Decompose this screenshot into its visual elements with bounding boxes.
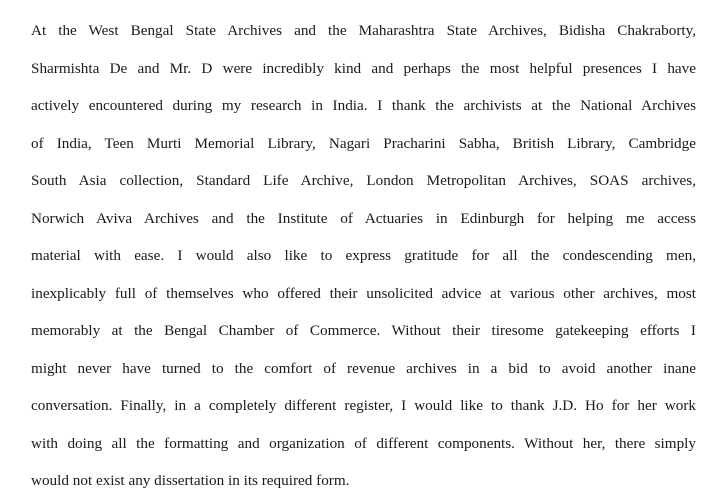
paragraph-line: South Asia collection, Standard Life Archive, London Metropolitan Archives, SOAS archives, bbox=[31, 172, 696, 189]
paragraph-line: memorably at the Bengal Chamber of Commerce. Without their tiresome gatekeeping efforts I bbox=[31, 322, 696, 339]
paragraph-line: Norwich Aviva Archives and the Institute of Actuaries in Edinburgh for helping me access bbox=[31, 210, 696, 227]
paragraph-line: conversation. Finally, in a completely different register, I would like to thank J.D. Ho for her work bbox=[31, 397, 696, 414]
paragraph-line: Sharmishta De and Mr. D were incredibly kind and perhaps the most helpful presences I have bbox=[31, 60, 696, 77]
paragraph-line: with doing all the formatting and organization of different components. Without her, there simply bbox=[31, 435, 696, 452]
paragraph-line: actively encountered during my research in India. I thank the archivists at the National Archives bbox=[31, 97, 696, 114]
paragraph-line: material with ease. I would also like to express gratitude for all the condescending men, bbox=[31, 247, 696, 264]
paragraph-line-last: would not exist any dissertation in its required form. bbox=[31, 472, 350, 489]
paragraph-line: inexplicably full of themselves who offered their unsolicited advice at various other archives, most bbox=[31, 285, 696, 302]
paragraph-line: At the West Bengal State Archives and the Maharashtra State Archives, Bidisha Chakraborty, bbox=[31, 22, 696, 39]
paragraph-line: might never have turned to the comfort of revenue archives in a bid to avoid another inane bbox=[31, 360, 696, 377]
paragraph-line: of India, Teen Murti Memorial Library, Nagari Pracharini Sabha, British Library, Cambridge bbox=[31, 135, 696, 152]
